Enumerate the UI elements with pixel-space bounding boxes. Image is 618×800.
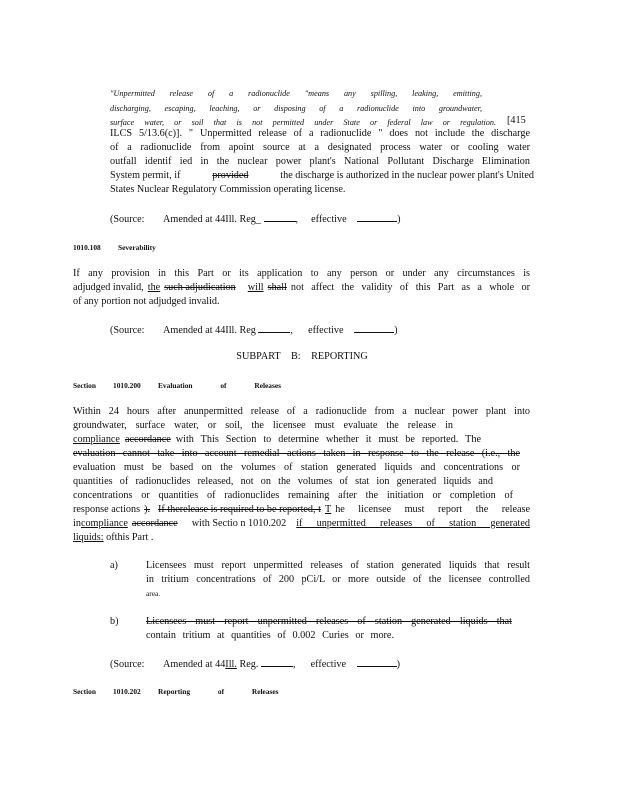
- list-a-label: a): [110, 560, 118, 571]
- list-b-label: b): [110, 616, 119, 627]
- s200-line-4: evaluation cannot take into account remedial actions taken in response to the release (i.e., the: [73, 448, 520, 459]
- source-label: (Source:: [110, 325, 145, 336]
- s200-line-6: quantities of radionuclides released, not on the volumes of stat ion generated liquids and: [73, 476, 493, 487]
- list-a-line-2: in tritium concentrations of 200 pCi/L or more outside of the licensee controlled: [146, 574, 530, 585]
- source-amended: Amended at 44: [163, 659, 226, 670]
- sev-2f: not affect the validity of this Part as a whole or: [290, 282, 530, 293]
- s200-10a: liquids:: [73, 532, 104, 543]
- s200-line-9: [73, 517, 530, 531]
- effective-blank: [357, 212, 397, 222]
- s200-8b: ).: [144, 504, 151, 515]
- s200-9b: compliance: [80, 518, 128, 529]
- section-202-label: Section: [73, 687, 96, 696]
- definition-citation: [415: [507, 115, 526, 126]
- severability-line-3: of any portion not adjudged invalid.: [73, 296, 220, 307]
- reg-blank: [264, 212, 296, 222]
- definition-line-1: ILCS 5/13.6(c)]. " Unpermitted release of a radionuclide " does not include the discharge: [110, 128, 530, 139]
- list-a-line-3: area.: [146, 589, 161, 598]
- sev-2c: such adjudication: [164, 282, 236, 293]
- s200-3a: compliance: [73, 434, 120, 445]
- s200-line-7: concentrations or quantities of radionuclides remaining after the initiation or completion of: [73, 490, 513, 501]
- s200-3b: accordance: [124, 434, 171, 445]
- definition-line-2: of a radionuclide from apoint source at a designated process water or cooling water: [110, 142, 530, 153]
- source-note-3: (Source: Amended at 44Ill. Reg. , effective ): [110, 659, 401, 670]
- sev-2b: the: [147, 282, 161, 293]
- list-b-line-2: contain tritium at quantities of 0.002 Curies or more.: [146, 630, 394, 641]
- source-note-1: (Source: Amended at 44Ill. Reg_ , effective ): [110, 214, 401, 225]
- definition-italic-line-3: surface water, or soil that is not permitted under State or federal law or regulation.: [110, 118, 496, 127]
- section-108-title: Severability: [118, 243, 156, 252]
- section-202-number: 1010.202: [113, 687, 141, 696]
- source-ill: Ill.: [225, 659, 237, 670]
- source-effective: effective: [311, 214, 347, 225]
- sev-2a: adjudged invalid,: [73, 282, 144, 293]
- definition-line-3: outfall identif ied in the nuclear power plant's National Pollutant Discharge Elimination: [110, 156, 530, 167]
- section-202-title: Reporting of Releases: [158, 687, 279, 696]
- source-ill: Ill.: [225, 325, 237, 336]
- sev-2d: will: [247, 282, 264, 293]
- subpart-heading: SUBPART B: REPORTING: [236, 351, 368, 362]
- definition-italic-line-2: discharging, escaping, leaching, or disposing of a radionuclide into groundwater,: [110, 104, 482, 113]
- source-label: (Source:: [110, 659, 145, 670]
- s200-8a: response actions: [73, 504, 141, 515]
- s200-line-5: evaluation must be based on the volumes of station generated liquids and concentrations or: [73, 462, 520, 473]
- s200-8d: T: [324, 504, 332, 515]
- source-label: (Source:: [110, 214, 145, 225]
- section-200-number: 1010.200: [113, 381, 141, 390]
- section-108-number: 1010.108: [73, 243, 101, 252]
- s200-line-2: groundwater, surface water, or soil, the licensee must evaluate the release in: [73, 420, 453, 431]
- effective-blank: [357, 657, 397, 667]
- s200-line-10: [73, 531, 153, 545]
- s200-9a: in: [73, 518, 81, 529]
- definition-line-4-struck: provided: [212, 170, 249, 181]
- source-reg: Reg: [239, 325, 256, 336]
- s200-8e: he licensee must report the release: [335, 504, 530, 515]
- source-ill: Ill.: [225, 214, 237, 225]
- sev-2e: shall: [267, 282, 287, 293]
- severability-line-2: [73, 281, 530, 295]
- source-effective: effective: [308, 325, 344, 336]
- reg-blank: [258, 323, 290, 333]
- s200-3c: with This Section to determine whether it must be reported. The: [175, 434, 481, 445]
- definition-line-4-b: the discharge is authorized in the nuclear power plant's United: [280, 170, 534, 181]
- source-amended: Amended at 44: [163, 214, 226, 225]
- definition-italic-line-1: "Unpermitted release of a radionuclide "means any spilling, leaking, emitting,: [110, 89, 482, 98]
- source-note-2: (Source: Amended at 44Ill. Reg , effective ): [110, 325, 398, 336]
- s200-8c: If therelease is required to be reported, t: [158, 504, 321, 515]
- section-200-label: Section: [73, 381, 96, 390]
- reg-blank: [261, 657, 293, 667]
- source-amended: Amended at 44: [163, 325, 226, 336]
- source-reg: Reg: [239, 214, 256, 225]
- s200-10b: ofthis Part .: [106, 532, 154, 543]
- definition-line-5: States Nuclear Regulatory Commission operating license.: [110, 184, 346, 195]
- list-a-line-1: Licensees must report unpermitted releases of station generated liquids that result: [146, 560, 530, 571]
- definition-line-4-a: System permit, if: [110, 170, 181, 181]
- s200-9c: accordance: [131, 518, 178, 529]
- source-reg: Reg: [239, 659, 256, 670]
- s200-line-1: Within 24 hours after anunpermitted release of a radionuclide from a nuclear power plant into: [73, 406, 530, 417]
- s200-line-8: [73, 503, 530, 517]
- s200-9e: if unpermitted releases of station generated: [296, 518, 530, 529]
- s200-line-3: [73, 433, 481, 447]
- section-200-title: Evaluation of Releases: [158, 381, 282, 390]
- s200-9d: with Sectio n 1010.202: [191, 518, 287, 529]
- definition-line-4: [110, 169, 534, 183]
- effective-blank: [354, 323, 394, 333]
- list-b-line-1: Licensees must report unpermitted releases of station generated liquids that: [146, 616, 512, 627]
- severability-line-1: If any provision in this Part or its application to any person or under any circumstances is: [73, 268, 530, 279]
- source-effective: effective: [310, 659, 347, 670]
